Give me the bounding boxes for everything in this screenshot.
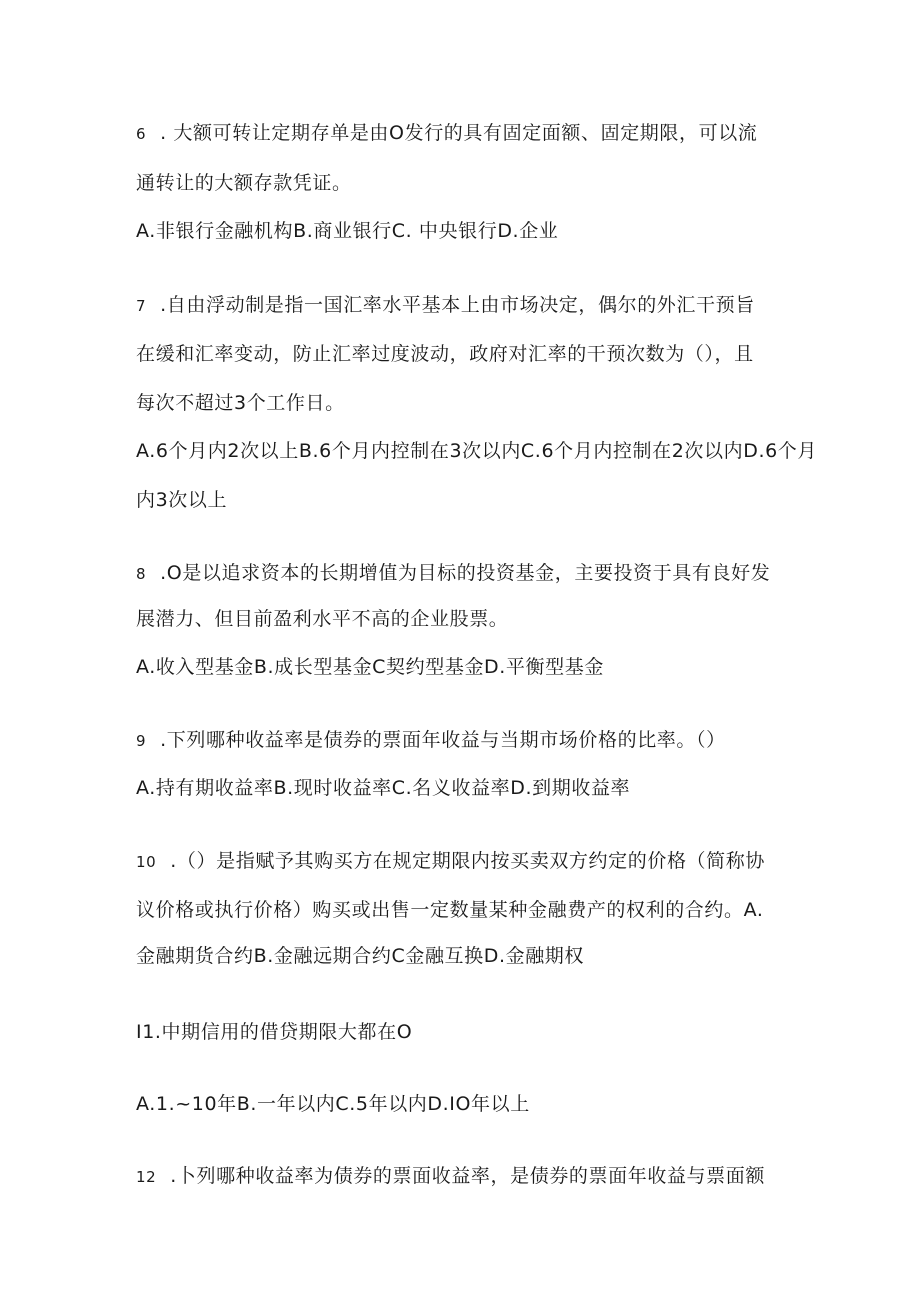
question-number: 7 bbox=[136, 297, 147, 315]
question-10-line-3: 金融期货合约B.金融远期合约C金融互换D.金融期权 bbox=[136, 945, 585, 967]
question-number: 10 bbox=[136, 853, 157, 871]
question-number: 6 bbox=[136, 125, 147, 143]
question-text: .下列哪种收益率是债券的票面年收益与当期市场价格的比率。（） bbox=[160, 729, 726, 751]
question-11-options: A.1.~10年B.一年以内C.5年以内D.IO年以上 bbox=[136, 1093, 530, 1115]
question-8-line-2: 展潜力、但目前盈利水平不高的企业股票。 bbox=[136, 608, 509, 630]
question-text: .自由浮动制是指一国汇率水平基本上由市场决定，偶尔的外汇干预旨 bbox=[160, 294, 755, 316]
question-11-line-1: I1.中期信用的借贷期限大都在O bbox=[136, 1021, 413, 1043]
question-12-line-1 bbox=[136, 1164, 786, 1189]
question-8-options: A.收入型基金B.成长型基金C契约型基金D.平衡型基金 bbox=[136, 656, 604, 678]
question-number: 8 bbox=[136, 565, 147, 583]
question-6-line-1 bbox=[136, 121, 786, 146]
question-7-line-3: 每次不超过3个工作日。 bbox=[136, 392, 345, 414]
question-6-line-2: 通转让的大额存款凭证。 bbox=[136, 172, 352, 194]
question-9-line-1 bbox=[136, 728, 786, 753]
question-10-line-1 bbox=[136, 849, 786, 874]
question-text: . 大额可转让定期存单是由O发行的具有固定面额、固定期限，可以流 bbox=[160, 122, 758, 144]
question-number: 9 bbox=[136, 732, 147, 750]
question-7-line-2: 在缓和汇率变动，防止汇率过度波动，政府对汇率的干预次数为（），且 bbox=[136, 343, 754, 365]
question-number: 12 bbox=[136, 1168, 157, 1186]
question-8-line-1 bbox=[136, 561, 786, 586]
question-7-line-1 bbox=[136, 293, 786, 318]
question-9-options: A.持有期收益率B.现时收益率C.名义收益率D.到期收益率 bbox=[136, 777, 631, 799]
question-7-options-2: 内3次以上 bbox=[136, 489, 228, 511]
question-text: .（）是指赋予其购买方在规定期限内按买卖双方约定的价格（简称协 bbox=[170, 850, 765, 872]
question-7-options-1: A.6个月内2次以上B.6个月内控制在3次以内C.6个月内控制在2次以内D.6个月 bbox=[136, 440, 817, 462]
question-text: .卜列哪种收益率为债券的票面收益率，是债券的票面年收益与票面额 bbox=[170, 1165, 765, 1187]
question-6-options: A.非银行金融机构B.商业银行C. 中央银行D.企业 bbox=[136, 220, 559, 242]
question-10-line-2: 议价格或执行价格）购买或出售一定数量某种金融费产的权利的合约。A. bbox=[136, 899, 764, 921]
question-text: .O是以追求资本的长期增值为目标的投资基金，主要投资于具有良好发 bbox=[160, 562, 771, 584]
